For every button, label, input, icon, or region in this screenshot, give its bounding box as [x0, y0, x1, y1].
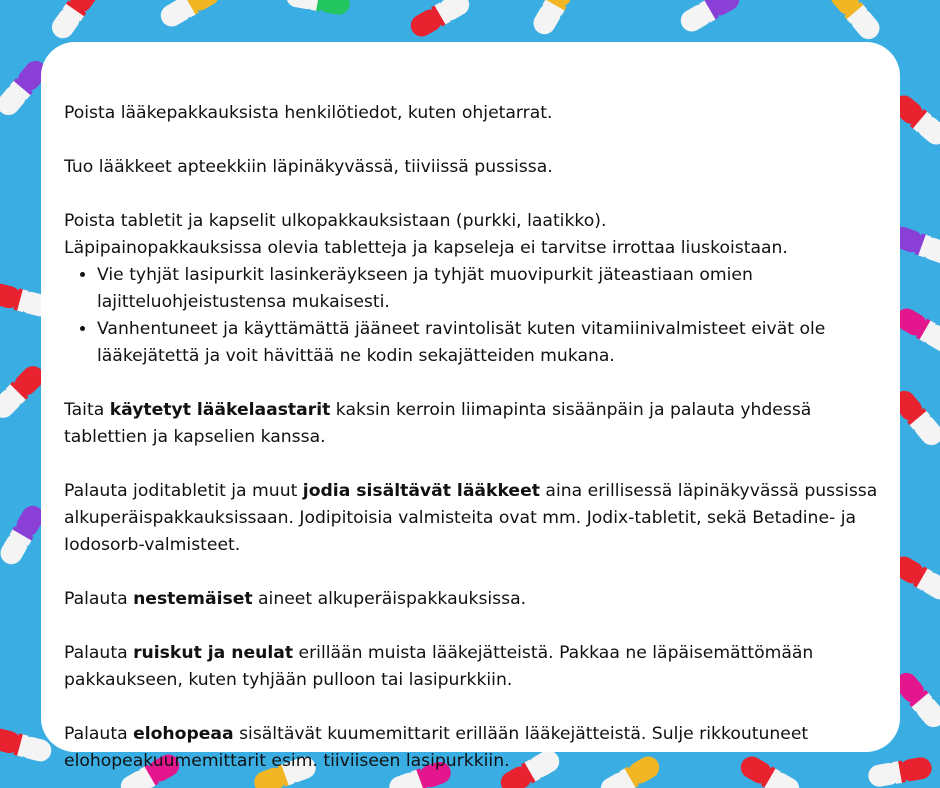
- instruction-mercury: Palauta elohopeaa sisältävät kuumemittarit erillään lääkejätteistä. Sulje rikkoutuneet elohopeakuumemittarit esim. tiiviiseen lasipurkkiin.: [64, 724, 809, 771]
- bold-syringes: ruiskut ja neulat: [133, 643, 294, 663]
- bold-liquids: nestemäiset: [133, 589, 253, 609]
- instruction-transparent-bag: Tuo lääkkeet apteekkiin läpinäkyvässä, tiiviissä pussissa.: [64, 157, 553, 177]
- instruction-remove-packaging: [64, 208, 882, 262]
- instruction-remove-packaging-line1: Poista tabletit ja kapselit ulkopakkauksistaan (purkki, laatikko).: [64, 211, 607, 231]
- instructions-card: [41, 42, 900, 771]
- bold-iodine: jodia sisältävät lääkkeet: [302, 481, 540, 501]
- instruction-blister-note: Läpipainopakkauksissa olevia tabletteja ja kapseleja ei tarvitse irrottaa liuskoistaan.: [64, 238, 788, 258]
- instruction-iodine: Palauta joditabletit ja muut jodia sisältävät lääkkeet aina erillisessä läpinäkyvässä pussissa alkuperäispakkauksissaan. Jodipitoisia valmisteita ovat mm. Jodix-tabletit, sekä Betadine- ja Iodosorb-valmisteet.: [64, 481, 878, 555]
- bullet-item-supplements: • Vanhentuneet ja käyttämättä jääneet ravintolisät kuten vitamiinivalmisteet eivät ole lääkejätettä ja voit hävittää ne kodin sekajätteiden mukana.: [97, 316, 882, 370]
- instruction-liquids: Palauta nestemäiset aineet alkuperäispakkauksissa.: [64, 589, 527, 609]
- bullet-list: [64, 262, 882, 370]
- instruction-personal-data: Poista lääkepakkauksista henkilötiedot, kuten ohjetarrat.: [64, 103, 553, 123]
- instruction-patches: Taita käytetyt lääkelaastarit kaksin kerroin liimapinta sisäänpäin ja palauta yhdessä tablettien ja kapselien kanssa.: [64, 400, 812, 447]
- bold-patches: käytetyt lääkelaastarit: [109, 400, 331, 420]
- bullet-item-glass-jars: • Vie tyhjät lasipurkit lasinkeräykseen ja tyhjät muovipurkit jäteastiaan omien lajitteluohjeistustensa mukaisesti.: [97, 262, 882, 316]
- instruction-syringes: Palauta ruiskut ja neulat erillään muista lääkejätteistä. Pakkaa ne läpäisemättömään pakkaukseen, kuten tyhjään pulloon tai lasipurkkiin.: [64, 643, 814, 690]
- bold-mercury: elohopeaa: [133, 724, 234, 744]
